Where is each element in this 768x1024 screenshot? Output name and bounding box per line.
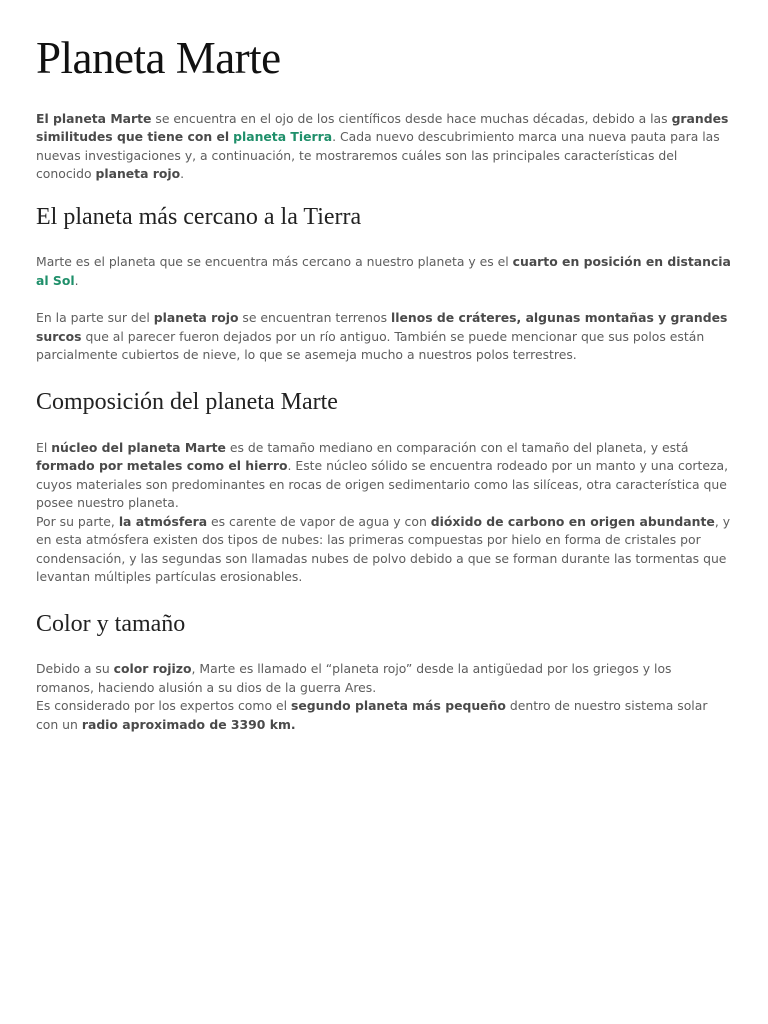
bold-text: El planeta Marte xyxy=(36,110,152,126)
section-heading-color-tamano: Color y tamaño xyxy=(36,610,186,637)
section-heading-composicion: Composición del planeta Marte xyxy=(36,388,338,415)
paragraph: En la parte sur del planeta rojo se encuentran terrenos llenos de cráteres, algunas montañas y grandes surcos que al parecer fueron dejados por un río antiguo. También se puede mencionar que sus polos están parcialmente cubiertos de nieve, lo que se asemeja mucho a nuestros polos terrestres. xyxy=(36,310,728,363)
paragraph: Por su parte, la atmósfera es carente de vapor de agua y con dióxido de carbono en origen abundante, y en esta atmósfera existen dos tipos de nubes: las primeras compuestas por hielo en forma de cristales por condensación, y las segundas son llamadas nubes de polvo debido a que se forman durante las tormentas que levantan múltiples partículas erosionables. xyxy=(36,513,731,585)
bold-text: planeta rojo xyxy=(95,166,181,181)
section-heading-cercano: El planeta más cercano a la Tierra xyxy=(36,203,362,230)
bold-text: color rojizo xyxy=(113,661,192,677)
link-planeta-tierra[interactable]: planeta Tierra xyxy=(233,129,333,144)
paragraph: El núcleo del planeta Marte es de tamaño mediano en comparación con el tamaño del planeta, y está formado por metales como el hierro. Este núcleo sólido se encuentra rodeado por un manto y una corteza, cuyos materiales son predominantes en rocas de origen sedimentario como las silíceas, otra característica que posee nuestro planeta. xyxy=(36,439,729,511)
bold-text: grandes similitudes que tiene con el xyxy=(36,110,729,144)
intro-paragraph: El planeta Marte se encuentra en el ojo de los científicos desde hace muchas décadas, debido a las grandes similitudes que tiene con el planeta Tierra. Cada nuevo descubrimiento marca una nueva pauta para las nuevas investigaciones y, a continuación, te mostraremos cuáles son las principales características del conocido planeta rojo. xyxy=(36,110,729,181)
bold-text: segundo planeta más pequeño xyxy=(290,698,506,714)
bold-text: radio aproximado de 3390 km. xyxy=(81,716,296,732)
paragraph: Es considerado por los expertos como el segundo planeta más pequeño dentro de nuestro sistema solar con un radio aproximado de 3390 km. xyxy=(36,698,708,732)
bold-text: la atmósfera xyxy=(118,513,208,529)
bold-text: planeta rojo xyxy=(153,310,239,326)
bold-text: formado por metales como el hierro xyxy=(36,458,288,474)
bold-text: llenos de cráteres, algunas montañas y grandes surcos xyxy=(36,310,728,344)
bold-text: cuarto en posición en distancia xyxy=(512,254,731,270)
paragraph: Debido a su color rojizo, Marte es llamado el “planeta rojo” desde la antigüedad por los griegos y los romanos, haciendo alusión a su dios de la guerra Ares. xyxy=(36,661,672,695)
bold-text: núcleo del planeta Marte xyxy=(51,439,226,455)
page-title: Planeta Marte xyxy=(36,33,281,83)
paragraph: Marte es el planeta que se encuentra más cercano a nuestro planeta y es el cuarto en posición en distancia al Sol. xyxy=(36,254,731,288)
bold-text: dióxido de carbono en origen abundante xyxy=(430,513,715,529)
link-al-sol[interactable]: al Sol xyxy=(36,272,75,288)
